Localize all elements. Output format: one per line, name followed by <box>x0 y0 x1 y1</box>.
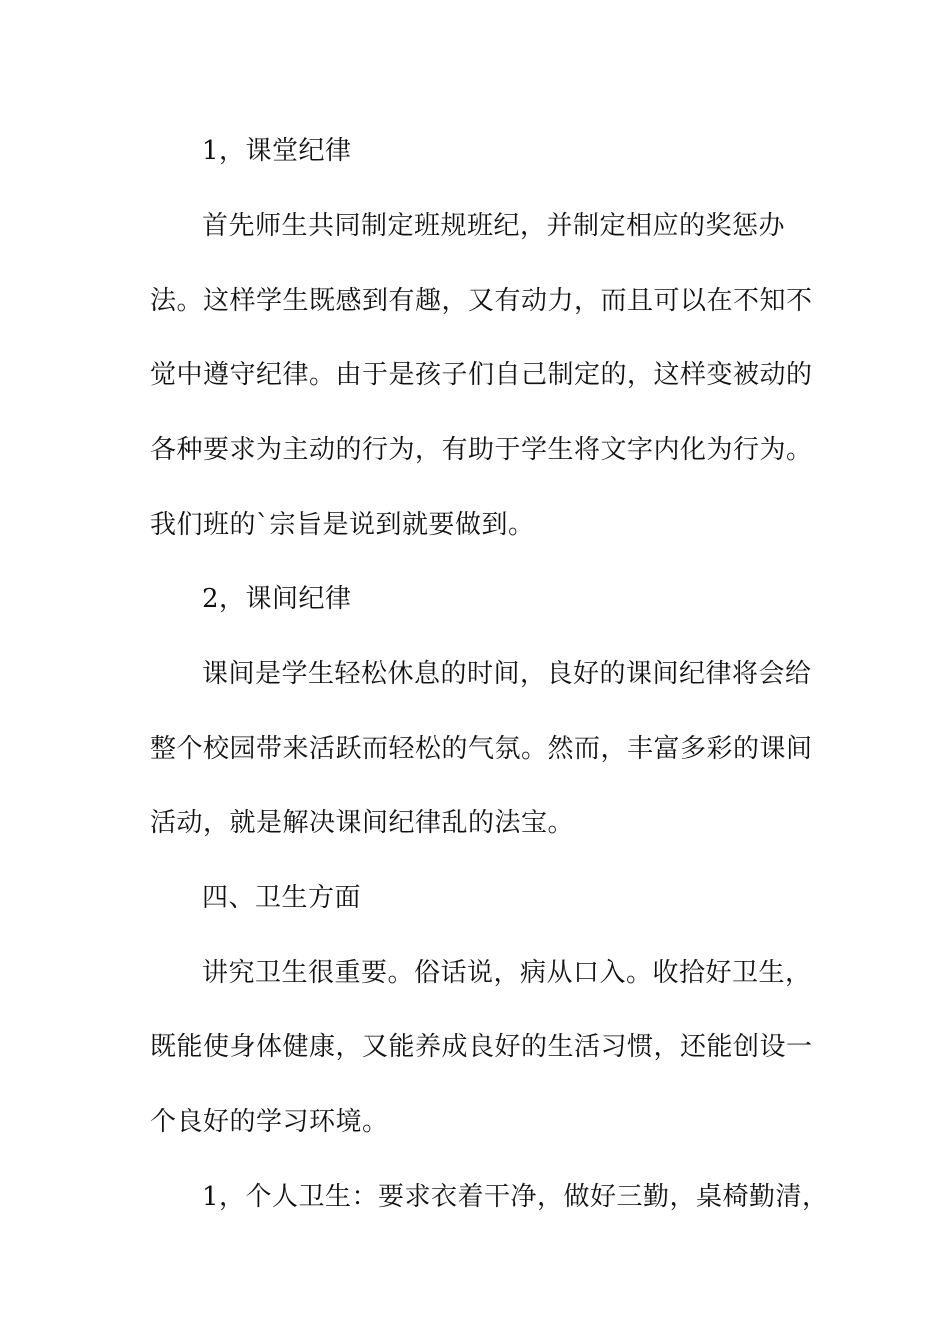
paragraph-line: 活动，就是解决课间纪律乱的法宝。 <box>150 808 575 838</box>
heading-classroom-discipline: 1，课堂纪律 <box>202 136 352 166</box>
paragraph-line: 我们班的`宗旨是说到就要做到。 <box>150 510 535 540</box>
paragraph-line: 讲究卫生很重要。俗话说，病从口入。收拾好卫生， <box>202 958 812 988</box>
paragraph-line: 觉中遵守纪律。由于是孩子们自己制定的，这样变被动的 <box>150 360 813 390</box>
paragraph-line: 首先师生共同制定班规班纪，并制定相应的奖惩办 <box>202 211 786 241</box>
heading-break-discipline: 2，课间纪律 <box>202 584 352 614</box>
heading-hygiene: 四、卫生方面 <box>202 883 362 913</box>
paragraph-line: 各种要求为主动的行为，有助于学生将文字内化为行为。 <box>150 435 813 465</box>
paragraph-line: 既能使身体健康，又能养成良好的生活习惯，还能创设一 <box>150 1032 813 1062</box>
paragraph-line: 法。这样学生既感到有趣，又有动力，而且可以在不知不 <box>150 286 813 316</box>
paragraph-line: 个良好的学习环境。 <box>150 1107 389 1137</box>
paragraph-line-personal-hygiene: 1，个人卫生：要求衣着干净，做好三勤，桌椅勤清， <box>202 1182 829 1212</box>
paragraph-line: 课间是学生轻松休息的时间，良好的课间纪律将会给 <box>202 659 812 689</box>
paragraph-line: 整个校园带来活跃而轻松的气氛。然而，丰富多彩的课间 <box>150 734 813 764</box>
